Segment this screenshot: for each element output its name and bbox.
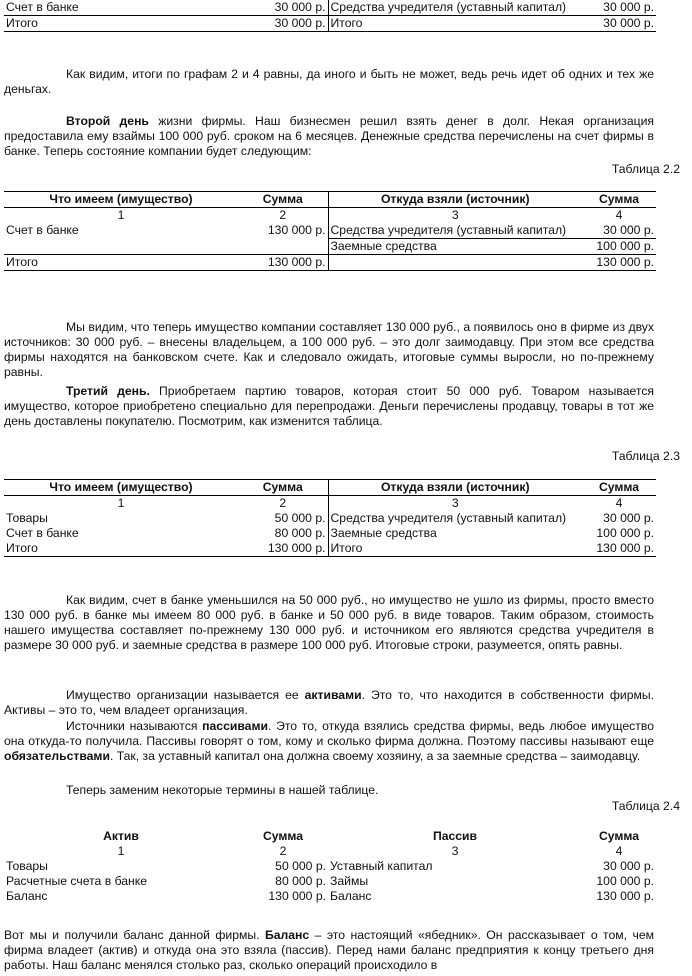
paragraph xyxy=(4,114,654,159)
table-cell: Счет в банке xyxy=(6,526,79,540)
table-cell: 30 000 р. xyxy=(238,16,328,32)
table-cell: 100 000 р. xyxy=(596,874,654,888)
column-number: 3 xyxy=(328,208,582,224)
table-cell: 30 000 р. xyxy=(582,16,656,32)
table-2-2 xyxy=(4,191,656,271)
table-cell: 130 000 р. xyxy=(238,541,328,557)
table-row xyxy=(4,223,656,239)
term-passive: пассивами xyxy=(202,719,268,733)
table-cell: Товары xyxy=(6,511,48,525)
table-cell: 130 000 р. xyxy=(238,255,328,271)
table-cell: Средства учредителя (уставный капитал) xyxy=(328,511,582,526)
table-cell: 100 000 р. xyxy=(582,239,656,255)
table-caption: Таблица 2.4 xyxy=(611,799,680,813)
table-total-row xyxy=(4,889,656,904)
column-header: Сумма xyxy=(582,192,656,208)
column-header: Сумма xyxy=(598,829,640,843)
table-total-row xyxy=(4,255,656,271)
table-header-row xyxy=(4,829,656,844)
table-cell: Заемные средства xyxy=(328,526,582,541)
paragraph-text: жизни фирмы. Наш бизнесмен решил взять денег в долг. Некая организация предоставила ему взаймы 100 000 руб. сроком на 6 месяцев. Денежные средства перечислены на счет фирмы в банке. Теперь состояние компании будет следующим: xyxy=(4,114,654,158)
table-cell: 30 000 р. xyxy=(603,0,654,14)
table-row xyxy=(4,0,656,16)
paragraph-text: . Так, за уставный капитал она должна своему хозяину, а за заемные средства – заимодавцу. xyxy=(109,749,641,763)
term-obligations: обязательствами xyxy=(4,749,110,763)
term-active: активами xyxy=(304,688,362,702)
column-header: Сумма xyxy=(582,480,656,496)
table-header-row xyxy=(4,192,656,208)
paragraph-text: Источники называются xyxy=(66,719,203,733)
table-cell: 50 000 р. xyxy=(275,859,326,873)
table-cell: Баланс xyxy=(330,889,372,903)
column-number: 1 xyxy=(117,208,125,222)
column-number: 4 xyxy=(615,208,623,222)
table-cell: 50 000 р. xyxy=(274,511,326,525)
paragraph-text: Приобретаем партию товаров, которая стоит 50 000 руб. Товаром называется имущество, которое приобретено специально для перепродажи. Деньги перечислены продавцу, товары в тот же день доставлены покупателю. Посмотрим, как изменится таблица. xyxy=(4,384,655,428)
column-header: Сумма xyxy=(238,192,328,208)
table-cell: Уставный капитал xyxy=(330,859,433,873)
table-cell: Итого xyxy=(328,541,582,557)
paragraph-text: – это настоящий «ябедник». Он рассказывает о том, чем фирма владеет (актив) и откуда она это взяла (пассив). Перед нами баланс предприятия к концу третьего дня работы. Наш баланс менялся столько раз, сколько операций происходило в xyxy=(4,928,654,972)
table-caption: Таблица 2.2 xyxy=(611,162,680,176)
table-cell: 30 000 р. xyxy=(603,223,654,237)
table-cell: Займы xyxy=(330,874,369,888)
column-header: Сумма xyxy=(238,480,328,496)
column-number: 2 xyxy=(279,208,287,222)
table-cell: Итого xyxy=(328,16,582,32)
column-number-row xyxy=(4,208,656,224)
column-number: 4 xyxy=(615,844,623,858)
column-number-row xyxy=(4,496,656,512)
table-total-row xyxy=(4,541,656,557)
paragraph-text: Вот мы и получили баланс данной фирмы. xyxy=(4,928,265,942)
column-header: Сумма xyxy=(262,829,304,843)
table-cell: 130 000 р. xyxy=(268,889,326,903)
table-row xyxy=(4,859,656,874)
column-number-row xyxy=(4,844,656,859)
paragraph: Как видим, счет в банке уменьшился на 50 000 руб., но имущество не ушло из фирмы, просто вместо 130 000 руб. в банке мы имеем 80 000 руб. в банке и 50 000 руб. в виде товаров. Таким образом, стоимость нашего имущества составляет по-прежнему 130 000 руб. и источником его являются средства учредителя в размере 30 000 руб. и заемные средства в размере 100 000 руб. Итоговые строки, разумеется, опять равны. xyxy=(4,593,654,652)
emphasis: Третий день. xyxy=(66,384,150,398)
table-cell: Товары xyxy=(6,859,48,873)
table-row xyxy=(4,526,656,541)
paragraph: Мы видим, что теперь имущество компании составляет 130 000 руб., а появилось оно в фирме из двух источников: 30 000 руб. – внесены владельцем, а 100 000 руб. – это долг заимодавцу. При этом все средства фирмы находятся на банковском счете. Как и следовало ожидать, итоговые суммы выросли, но по-прежнему равны. xyxy=(4,320,654,379)
table-cell: 100 000 р. xyxy=(596,526,654,540)
table-cell: Заемные средства xyxy=(328,239,582,255)
table-cell: 30 000 р. xyxy=(274,0,326,14)
paragraph-text: Имущество организации называется ее xyxy=(66,688,305,702)
table-cell: 130 000 р. xyxy=(267,223,326,237)
column-header: Откуда взяли (источник) xyxy=(328,192,582,208)
emphasis: Второй день xyxy=(66,114,149,128)
column-number: 4 xyxy=(615,496,623,510)
table-cell: 130 000 р. xyxy=(582,255,656,271)
table-cell xyxy=(238,239,328,255)
table-cell: 130 000 р. xyxy=(596,889,654,903)
paragraph xyxy=(4,719,654,764)
term-balance: Баланс xyxy=(264,928,310,942)
table-row xyxy=(4,874,656,889)
column-header: Откуда взяли (источник) xyxy=(328,480,582,496)
table-cell xyxy=(4,239,238,255)
table-cell: Счет в банке xyxy=(6,223,79,237)
table-header-row xyxy=(4,480,656,496)
table-cell: Итого xyxy=(4,541,238,557)
table-row xyxy=(4,511,656,526)
table-2-1-tail xyxy=(4,0,656,32)
column-header: Актив xyxy=(103,829,139,843)
paragraph xyxy=(4,688,654,718)
table-cell: 30 000 р. xyxy=(603,511,654,525)
table-2-4 xyxy=(4,829,656,904)
paragraph xyxy=(4,384,654,429)
table-cell: Баланс xyxy=(6,889,48,903)
paragraph-text: . Это то, что находится в собственности фирмы. Активы – это то, чем владеет организация. xyxy=(4,688,654,717)
table-total-row xyxy=(4,16,656,32)
column-number: 1 xyxy=(117,844,125,858)
table-cell: 30 000 р. xyxy=(603,859,654,873)
table-cell: Средства учредителя (уставный капитал) xyxy=(328,0,582,16)
paragraph: Теперь заменим некоторые термины в нашей таблице. xyxy=(66,783,379,797)
column-header: Что имеем (имущество) xyxy=(4,480,238,496)
table-row xyxy=(4,239,656,255)
table-cell: Итого xyxy=(4,255,238,271)
table-cell: 80 000 р. xyxy=(274,526,326,540)
column-number: 2 xyxy=(279,496,287,510)
column-header: Что имеем (имущество) xyxy=(4,192,238,208)
table-2-3 xyxy=(4,479,656,557)
column-number: 1 xyxy=(117,496,125,510)
column-number: 2 xyxy=(279,844,287,858)
table-cell: Счет в банке xyxy=(6,0,79,14)
column-number: 3 xyxy=(328,496,582,512)
table-caption: Таблица 2.3 xyxy=(611,449,680,463)
table-cell: 130 000 р. xyxy=(582,541,656,557)
paragraph: Как видим, итоги по графам 2 и 4 равны, да иного и быть не может, ведь речь идет об одних и тех же деньгах. xyxy=(4,67,654,96)
column-header: Пассив xyxy=(432,829,478,843)
paragraph xyxy=(4,928,654,973)
paragraph-text: . Это то, откуда взялись средства фирмы, ведь любое имущество она откуда-то получила. Пассивы говорят о том, кому и сколько фирма должна. Поэтому пассивы называют еще xyxy=(4,719,654,748)
table-cell: 80 000 р. xyxy=(275,874,326,888)
table-cell: Итого xyxy=(4,16,238,32)
column-number: 3 xyxy=(451,844,459,858)
table-cell: Средства учредителя (уставный капитал) xyxy=(328,223,582,239)
table-cell xyxy=(328,255,582,271)
table-cell: Расчетные счета в банке xyxy=(6,874,148,888)
